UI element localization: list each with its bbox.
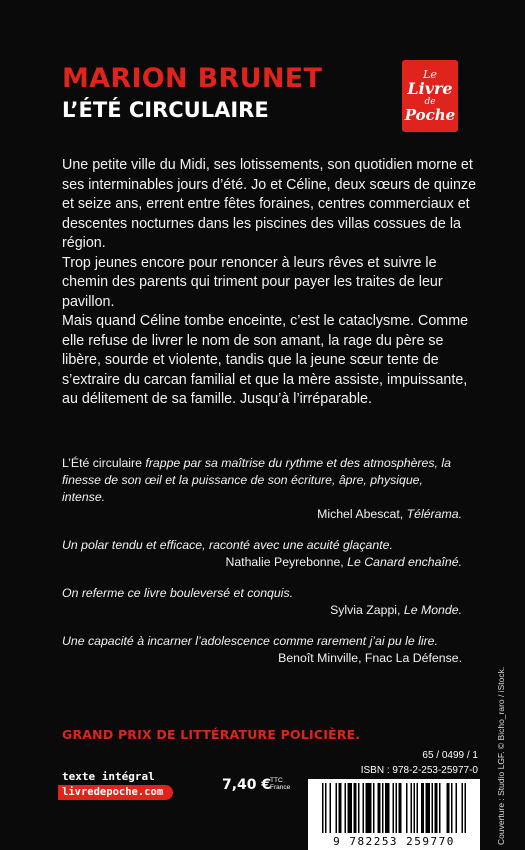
barcode-bar — [421, 783, 424, 833]
barcode-bar — [414, 783, 416, 833]
logo-line-3: de — [424, 97, 436, 107]
blurb-paragraph: Mais quand Céline tombe enceinte, c’est le cataclysme. Comme elle refuse de livrer le nom de son amant, la rage du père se libère, sourde et violente, tandis que la jeune sœur tente de s’extraire du carcan familial et que la mère assiste, impuissante, au délitement de sa famille. Jusqu’à l’irréparable. — [62, 313, 469, 407]
barcode-bar — [426, 783, 431, 833]
reference-code: 65 / 0499 / 1 — [422, 750, 478, 761]
barcode-bar — [432, 783, 434, 833]
quote-author: Nathalie Peyrebonne, — [225, 555, 348, 569]
logo-line-4: Poche — [404, 106, 456, 124]
barcode-bar — [322, 783, 324, 833]
quote-author: Benoît Minville, Fnac La Défense. — [278, 651, 462, 665]
quote-body: frappe par sa maîtrise du rythme et des atmosphères, la finesse de son œil et la puissance de son écriture, âpre, physique, intense. — [62, 456, 451, 504]
quote-text — [62, 633, 462, 650]
barcode-bar — [439, 783, 441, 833]
quote-text — [62, 585, 462, 602]
blurb-paragraph: Une petite ville du Midi, ses lotissements, son quotidien morne et ses interminables jours d’été. Jo et Céline, deux sœurs de quinze et seize ans, errent entre fêtes foraines, centres commerciaux et descentes nocturnes dans les piscines des villas cossues de la région. — [62, 157, 477, 251]
logo-line-1: Le — [423, 68, 437, 81]
quote-source — [62, 506, 462, 523]
quote-source — [62, 650, 462, 667]
quote-outlet: Télérama. — [406, 507, 462, 521]
barcode-bar — [325, 783, 327, 833]
barcode-number: 9 782253 259770 — [333, 835, 455, 848]
barcode-bar — [451, 783, 453, 833]
barcode-bar — [406, 783, 408, 833]
country-label: France — [270, 784, 291, 791]
texte-integral-label: texte intégral — [62, 770, 155, 783]
barcode-bar — [396, 783, 398, 833]
publisher-logo — [402, 60, 458, 132]
barcode-bar — [456, 783, 458, 833]
barcode-bar — [330, 783, 332, 833]
quote-body: On referme ce livre bouleversé et conquis. — [62, 586, 294, 600]
barcode-bar — [385, 783, 390, 833]
quote-text — [62, 537, 462, 554]
barcode-bar — [373, 783, 375, 833]
barcode-bar — [465, 783, 467, 833]
barcode-bar — [435, 783, 438, 833]
blurb-paragraph: Trop jeunes encore pour renoncer à leurs rêves et suivre le chemin des parents qui triment pour payer les traites de leur pavillon. — [62, 254, 443, 310]
website-link[interactable]: livredepoche.com — [58, 785, 173, 800]
barcode-bar — [399, 783, 402, 833]
quote-outlet: Le Monde. — [403, 603, 462, 617]
quote-body: Un polar tendu et efficace, raconté avec une acuité glaçante. — [62, 538, 393, 552]
ttc-label: TTC — [270, 777, 283, 784]
barcode-bar — [354, 783, 357, 833]
logo-line-2: Livre — [407, 79, 453, 98]
quote-body: Une capacité à incarner l’adolescence comme rarement j’ai pu le lire. — [62, 634, 438, 648]
isbn: ISBN : 978-2-253-25977-0 — [360, 765, 478, 776]
cover-credit: Couverture : Studio LGF. © Bicho_raro / iStock. — [496, 666, 506, 845]
barcode-bar — [363, 783, 365, 833]
press-quote — [62, 633, 462, 667]
barcode-bar — [393, 783, 395, 833]
quote-outlet: Le Canard enchaîné. — [347, 555, 462, 569]
barcode-bar — [462, 783, 464, 833]
press-quote — [62, 537, 462, 571]
press-quote — [62, 455, 462, 523]
quote-author: Michel Abescat, — [317, 507, 407, 521]
barcode-bar — [417, 783, 419, 833]
barcode-bar — [378, 783, 381, 833]
price: 7,40 € — [222, 777, 272, 793]
barcode-bar — [447, 783, 450, 833]
barcode-bar — [411, 783, 413, 833]
prize-line: GRAND PRIX DE LITTÉRATURE POLICIÈRE. — [62, 727, 361, 742]
quote-text — [62, 455, 462, 506]
barcode-bar — [336, 783, 338, 833]
press-quotes — [62, 455, 462, 681]
barcode-bar — [382, 783, 384, 833]
quote-title-ref: L’Été circulaire — [62, 456, 142, 470]
quote-source — [62, 554, 462, 571]
book-title: L’ÉTÉ CIRCULAIRE — [62, 98, 269, 122]
author-name: MARION BRUNET — [62, 63, 323, 94]
barcode-bar — [345, 783, 347, 833]
quote-author: Sylvia Zappi, — [330, 603, 404, 617]
price-tax-note — [270, 777, 290, 791]
barcode — [308, 779, 480, 850]
blurb — [62, 156, 482, 410]
quote-source — [62, 602, 462, 619]
barcode-bar — [366, 783, 372, 833]
barcode-bar — [339, 783, 342, 833]
barcode-bar — [348, 783, 353, 833]
barcode-bar — [358, 783, 360, 833]
press-quote — [62, 585, 462, 619]
